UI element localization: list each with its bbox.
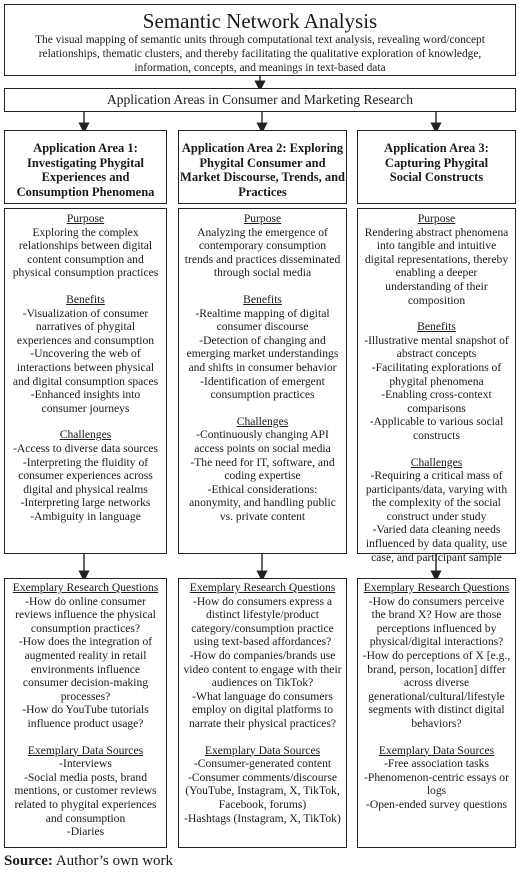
research-question: -How do online consumer reviews influence the physical consumption practices?	[15, 594, 156, 635]
benefit-item: -Identification of emergent consumption practices	[200, 374, 325, 402]
challenges-label: Challenges	[236, 414, 289, 428]
data-source-item: -Interviews	[59, 757, 112, 771]
area-2-heading-text: Application Area 2: Exploring Phygital Consumer and Market Discourse, Trends, and Practices	[180, 141, 345, 199]
purpose-text: Rendering abstract phenomena into tangible and intuitive digital representations, thereby enabling a deeper understanding of their composition	[364, 225, 509, 307]
benefits-label: Benefits	[66, 292, 105, 306]
challenge-item: -Ambiguity in language	[30, 509, 141, 523]
data-source-item: -Diaries	[66, 825, 105, 839]
data-source-item: -Free association tasks	[384, 757, 489, 771]
purpose-label: Purpose	[66, 212, 105, 225]
benefits-label: Benefits	[417, 320, 456, 334]
source-label: Source:	[4, 853, 53, 869]
research-questions-label: Exemplary Research Questions	[12, 581, 159, 594]
area-3-body	[357, 208, 516, 564]
area-3-heading	[357, 130, 516, 204]
benefit-item: -Enabling cross-context comparisons	[381, 388, 492, 415]
data-source-item: -Consumer comments/discourse (YouTube, Instagram, X, TikTok, Facebook, forums)	[185, 770, 340, 811]
purpose-text: Analyzing the emergence of contemporary consumption trends and practices disseminated through social media	[184, 225, 341, 280]
data-sources-label: Exemplary Data Sources	[204, 743, 321, 757]
area-3-research-box	[357, 578, 516, 848]
benefits-label: Benefits	[243, 292, 282, 306]
benefit-item: -Uncovering the web of interactions between physical and digital consumption spaces	[12, 347, 159, 388]
purpose-text: Exploring the complex relationships between digital content consumption and physical consumption practices	[12, 225, 159, 280]
purpose-label: Purpose	[243, 212, 282, 225]
challenges-label: Challenges	[59, 428, 112, 442]
application-areas-box	[4, 88, 516, 112]
data-sources-label: Exemplary Data Sources	[378, 743, 495, 757]
benefit-item: -Visualization of consumer narratives of phygital experiences and consumption	[16, 306, 155, 347]
research-question: -What language do consumers employ on digital platforms to narrate their physical practices?	[188, 689, 337, 730]
benefit-item: -Enhanced insights into consumer journeys	[30, 388, 141, 415]
research-question: -How do YouTube tutorials influence product usage?	[22, 703, 149, 730]
research-question: -How do perceptions of X [e.g., brand, person, location] differ across diverse generational/cultural/lifestyle segments with distinct digital behaviors?	[362, 648, 511, 730]
data-source-item: -Open-ended survey questions	[365, 797, 508, 811]
application-areas-label: Application Areas in Consumer and Marketing Research	[107, 92, 413, 107]
research-question: -How does the integration of augmented reality in retail environments influence consumer decision-making processes?	[18, 635, 153, 703]
challenge-item: -Access to diverse data sources	[13, 441, 158, 455]
data-source-item: -Social media posts, brand mentions, or customer reviews related to phygital experiences and consumption	[14, 770, 157, 825]
area-1-body	[4, 208, 167, 554]
data-source-item: -Hashtags (Instagram, X, TikTok)	[184, 811, 341, 825]
challenge-item: -Varied data cleaning needs influenced by data quality, use case, and participant sample	[365, 523, 508, 564]
area-2-body	[178, 208, 347, 554]
challenge-item: -Requiring a critical mass of participants/data, varying with the complexity of the social construct under study	[365, 469, 508, 523]
area-1-heading-text: Application Area 1: Investigating Phygital Experiences and Consumption Phenomena	[16, 141, 155, 199]
benefit-item: -Detection of changing and emerging market understandings and shifts in consumer behavior	[186, 333, 339, 374]
challenge-item: -Interpreting the fluidity of consumer experiences across digital and physical realms	[18, 455, 153, 496]
benefit-item: -Facilitating explorations of phygital phenomena	[371, 360, 502, 388]
data-sources-label: Exemplary Data Sources	[27, 743, 144, 757]
research-question: -How do consumers perceive the brand X? How are those perceptions influenced by physical/digital interactions?	[368, 594, 505, 649]
source-note	[4, 851, 173, 871]
research-question: -How do companies/brands use video content to engage with their audiences on TikTok?	[183, 648, 342, 690]
benefit-item: -Illustrative mental snapshot of abstract concepts	[364, 333, 509, 361]
area-1-research-box	[4, 578, 167, 848]
data-source-item: -Consumer-generated content	[193, 757, 332, 771]
challenge-item: -Ethical considerations: anonymity, and handling public vs. private content	[189, 482, 336, 523]
benefit-item: -Applicable to various social constructs	[369, 415, 504, 442]
source-text: Author’s own work	[52, 853, 174, 869]
challenge-item: -Continuously changing API access points on social media	[194, 428, 331, 455]
research-questions-label: Exemplary Research Questions	[189, 581, 336, 594]
area-3-heading-text: Application Area 3: Capturing Phygital Social Constructs	[384, 141, 489, 184]
challenge-item: -Interpreting large networks	[20, 496, 151, 510]
title-box	[4, 4, 516, 76]
area-1-heading	[4, 130, 167, 204]
challenges-label: Challenges	[410, 455, 463, 469]
data-source-item: -Phenomenon-centric essays or logs	[364, 770, 509, 798]
area-2-heading	[178, 130, 347, 204]
research-question: -How do consumers express a distinct lifestyle/product category/consumption practice using text-based affordances?	[191, 594, 334, 649]
benefit-item: -Realtime mapping of digital consumer discourse	[195, 306, 330, 334]
purpose-label: Purpose	[417, 212, 456, 225]
challenge-item: -The need for IT, software, and coding expertise	[190, 455, 335, 483]
diagram-title: Semantic Network Analysis	[142, 9, 378, 33]
area-2-research-box	[178, 578, 347, 848]
diagram-subtitle: The visual mapping of semantic units through computational text analysis, revealing word/concept relationships, thematic clusters, and thereby facilitating the qualitative exploration of knowledge, information, concepts, and meanings in text-based data	[35, 34, 485, 74]
research-questions-label: Exemplary Research Questions	[363, 581, 510, 594]
